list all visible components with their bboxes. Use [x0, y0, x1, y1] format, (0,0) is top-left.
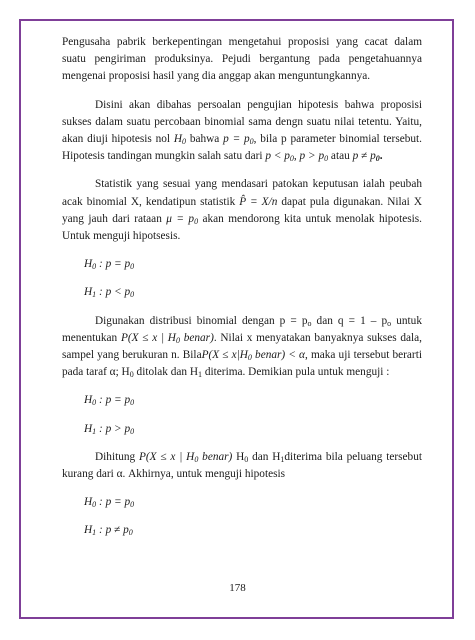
- math-prob-3: P(X ≤ x | $H_0$ benar): [139, 450, 233, 464]
- hypothesis-h1-2: $H_1$ : $p > p_0$: [84, 422, 135, 436]
- paragraph-2: Disini akan dibahas persoalan pengujian hipotesis bahwa proposisi sukses dalam suatu percobaan binomial sama dengn suatu nilai tetentu. Yaitu, akan diuji hipotesis nol $H_0$ bahwa $p = p_0$, bila p parameter binomial tersebut. Hipotesis tandingan mungkin salah satu dari $p < p_0$, $p > p_0$ atau $p \ne p_0$.: [62, 98, 422, 164]
- math-prob-2: P(X ≤ x|H: [201, 349, 248, 362]
- paragraph-1: Pengusaha pabrik berkepentingan mengetahui proposisi yang cacat dalam suatu pengiriman produksinya. Pejudi bergantung pada pengetahuannya mengenai proposisi hasil yang dia anggap akan menguntungkannya.: [62, 36, 422, 83]
- hypothesis-h0-2: $H_0$ : $p = p_0$: [84, 394, 135, 408]
- paragraph-4: Digunakan distribusi binomial dengan $p = p_o$ dan $q = 1 - p_o$ untuk menentukan P(X ≤ x | $H_0$ benar). Nilai x menyatakan banyaknya sukses dala, sampel yang berukuran n. BilaP(X ≤ $x|H_0$ benar) < α, maka uji tersebut berarti pada taraf α; $H_0$ ditolak dan $H_1$ diterima. Demikian pula untuk menguji :: [62, 314, 422, 380]
- hypothesis-h1-1: $H_1$ : $p < p_0$: [84, 286, 135, 300]
- page-number: 178: [229, 582, 246, 594]
- math-alt-neq: p ≠ p: [352, 150, 376, 163]
- paragraph-5: Dihitung P(X ≤ x | $H_0$ benar) $H_0$ dan $H_1diterima$ bila peluang tersebut kurang dari α. Akhirnya, untuk menguji hipotesis: [62, 450, 422, 481]
- page-content: [62, 34, 422, 551]
- hypothesis-h0-3: $H_0$ : $p = p_0$: [84, 496, 135, 510]
- hypothesis-h1-3: $H_1$ : $p \ne p_0$: [84, 524, 133, 538]
- math-prob-1: P(X ≤ x | $H_0$ benar): [120, 331, 214, 345]
- hypothesis-h0-1: $H_0$ : $p = p_0$: [84, 258, 135, 272]
- paragraph-3: Statistik yang sesuai yang mendasari patokan keputusan ialah peubah acak binomial X, kendatipun statistik P̂ = X/n dapat pula digunakan. Nilai X yang jauh dari rataan $\mu = p_0$ akan mendorong kita untuk menolak hipotesis. Untuk menguji hipotsesis.: [62, 178, 423, 243]
- math-mu: $\mu = p_0$: [166, 212, 199, 226]
- math-p-eq-p0: $p = p_0$: [223, 133, 254, 147]
- math-alternatives: $p < p_0$, $p > p_0$: [265, 150, 329, 164]
- math-h0: $H_0$: [173, 133, 187, 147]
- math-phat: P̂ = X/n: [239, 195, 278, 208]
